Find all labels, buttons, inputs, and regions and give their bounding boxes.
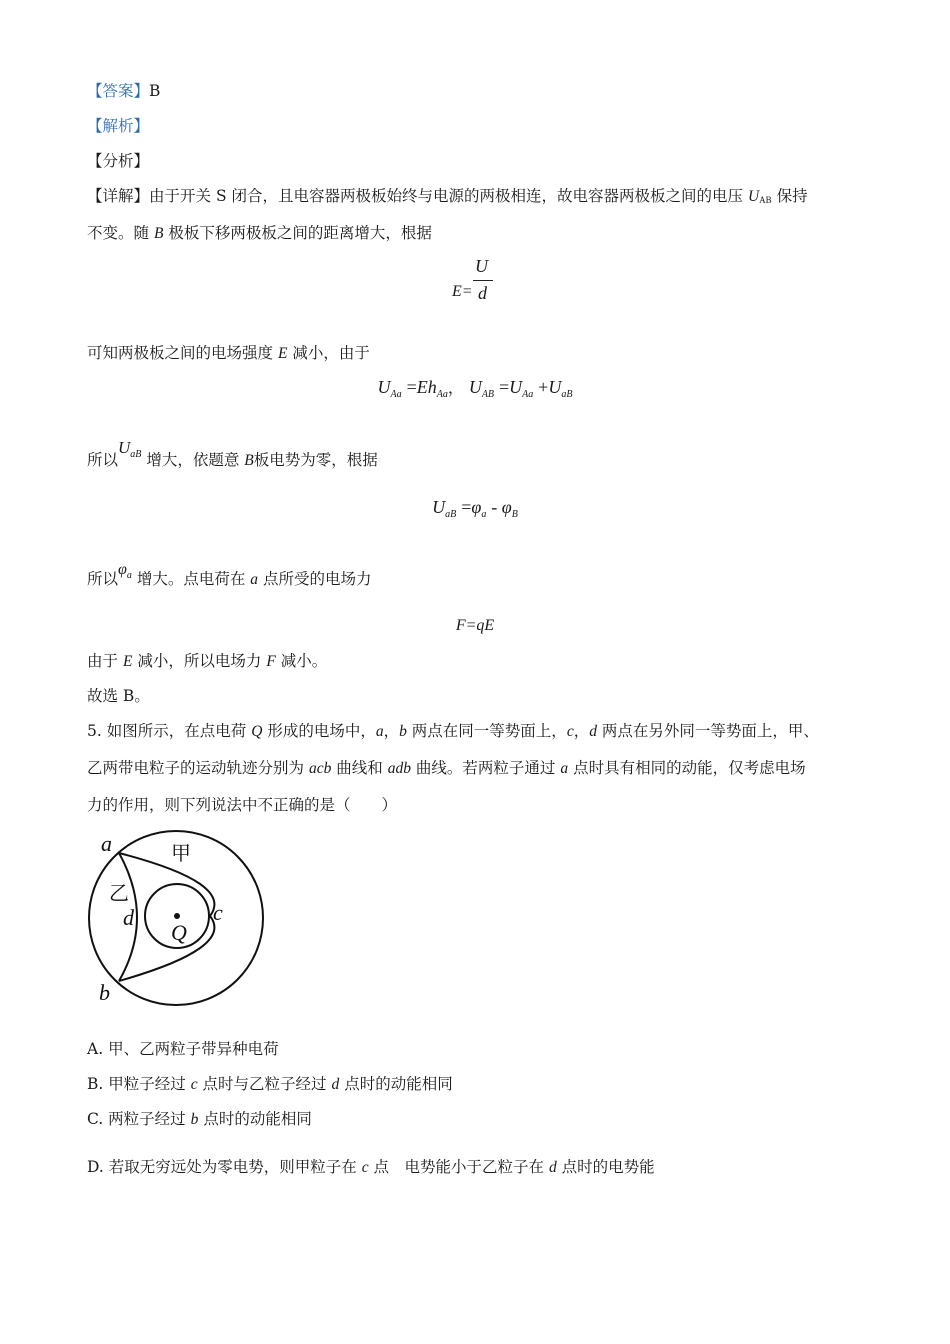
var-b: b — [190, 1111, 199, 1128]
detail-paragraph-1 — [87, 185, 808, 211]
formula-potential-difference: $U_{aB} =\varphi_a - \varphi_B$ — [432, 497, 518, 520]
detail-text: 板电势为零，根据 — [253, 451, 378, 469]
label-d: d — [123, 905, 134, 930]
var-b: b — [399, 723, 407, 740]
question-line-1 — [87, 720, 819, 743]
detail-text: 保持 — [776, 187, 808, 205]
var-q: Q — [251, 723, 263, 740]
detail-paragraph-7: 故选 B。 — [87, 687, 150, 705]
label-yi: 乙 — [109, 881, 129, 905]
var-b: B — [153, 225, 164, 242]
detail-text: 增大，依题意 — [146, 451, 240, 469]
var-u-ab-inline: $U_{aB}$ — [118, 438, 142, 460]
var-adb: adb — [387, 760, 411, 777]
var-c: c — [361, 1159, 369, 1176]
detail-paragraph-4 — [87, 438, 378, 478]
var-a: a — [375, 723, 384, 740]
option-text: 两粒子经过 — [108, 1110, 186, 1128]
question-text: ， — [573, 722, 590, 740]
label-c: c — [213, 900, 223, 925]
option-text: 点 电势能小于乙粒子在 — [373, 1158, 545, 1176]
question-text: 点时具有相同的动能，仅考虑电场 — [573, 759, 806, 777]
var-a: a — [560, 760, 569, 777]
detail-paragraph-2 — [87, 222, 432, 245]
question-number: 5. — [87, 722, 102, 740]
var-e: E — [122, 653, 133, 670]
detail-text: 不变。随 — [87, 224, 150, 242]
option-text: 点时的动能相同 — [203, 1110, 312, 1128]
formula-lhs: E= — [452, 283, 473, 300]
answer-line — [87, 80, 160, 102]
fraction-bar — [473, 280, 493, 281]
answer-value: B — [149, 82, 161, 100]
answer-label: 【答案】 — [87, 82, 150, 100]
formula-force: F=qE — [455, 617, 495, 634]
detail-paragraph-3 — [87, 342, 370, 365]
option-key: B. — [87, 1075, 104, 1093]
option-text: 若取无穷远处为零电势，则甲粒子在 — [108, 1158, 357, 1176]
option-d — [87, 1156, 655, 1179]
var-b: B — [244, 452, 254, 469]
var-d: d — [589, 723, 597, 740]
option-key: A. — [87, 1040, 104, 1058]
var-d: d — [331, 1076, 340, 1093]
label-b: b — [99, 980, 110, 1005]
label-a: a — [101, 831, 112, 856]
detail-text: 由于 — [87, 652, 119, 670]
formula-denominator: d — [478, 283, 487, 303]
formula-u-relations: $U_{Aa} =Eh_{Aa}$， $U_{AB} =U_{Aa} +U_{aB}$ — [377, 377, 573, 400]
option-c — [87, 1108, 312, 1131]
option-text: 甲粒子经过 — [108, 1075, 186, 1093]
var-acb: acb — [308, 760, 332, 777]
option-key: C. — [87, 1110, 104, 1128]
detail-text: 极板下移两极板之间的距离增大，根据 — [168, 224, 432, 242]
var-c: c — [566, 723, 574, 740]
question-text: 两点在同一等势面上， — [411, 722, 567, 740]
label-q: Q — [171, 920, 187, 945]
detail-paragraph-6 — [87, 650, 327, 673]
detail-text: 由于开关 S 闭合，且电容器两极板始终与电源的两极相连，故电容器两极板之间的电压 — [149, 187, 743, 205]
var-d: d — [548, 1159, 557, 1176]
charge-q-dot — [174, 913, 180, 919]
option-text: 点时的动能相同 — [344, 1075, 453, 1093]
question-text: 曲线和 — [336, 759, 383, 777]
detail-text: 减小。 — [280, 652, 328, 670]
detail-text: 所以 — [87, 570, 119, 588]
detail-label: 【详解】 — [87, 187, 150, 205]
var-a: a — [250, 571, 259, 588]
detail-text: 增大。点电荷在 — [136, 570, 246, 588]
detail-text: 减小，由于 — [292, 344, 370, 362]
option-b — [87, 1073, 453, 1096]
detail-text: 所以 — [87, 451, 119, 469]
option-text: 点时的电势能 — [561, 1158, 655, 1176]
detail-paragraph-5 — [87, 561, 372, 597]
question-text: 形成的电场中， — [267, 722, 376, 740]
detail-text: 可知两极板之间的电场强度 — [87, 344, 274, 362]
question-text: 两点在另外同一等势面上，甲、 — [601, 722, 819, 740]
option-text: 点时与乙粒子经过 — [202, 1075, 327, 1093]
analysis-label: 【解析】 — [87, 117, 150, 135]
var-phi-a-inline: $\varphi_a$ — [118, 561, 132, 581]
var-subscript: AB — [759, 195, 772, 205]
question-figure — [85, 828, 275, 1008]
var-c: c — [190, 1076, 198, 1093]
question-text: 曲线。若两粒子通过 — [415, 759, 556, 777]
question-line-2 — [87, 757, 806, 780]
var-f: F — [266, 653, 276, 670]
label-jia: 甲 — [171, 841, 191, 865]
question-line-3: 力的作用，则下列说法中不正确的是（ ） — [87, 796, 398, 814]
var-e: E — [277, 345, 288, 362]
fenxi-label: 【分析】 — [87, 152, 150, 170]
option-text: 甲、乙两粒子带异种电荷 — [108, 1040, 279, 1058]
detail-text: 点所受的电场力 — [262, 570, 372, 588]
question-text: 乙两带电粒子的运动轨迹分别为 — [87, 759, 305, 777]
question-text: ， — [383, 722, 400, 740]
var-u: U — [747, 188, 760, 205]
detail-text: 减小，所以电场力 — [137, 652, 262, 670]
question-text: 如图所示，在点电荷 — [106, 722, 247, 740]
option-key: D. — [87, 1158, 104, 1176]
option-a — [87, 1038, 279, 1060]
formula-numerator: U — [475, 256, 488, 276]
